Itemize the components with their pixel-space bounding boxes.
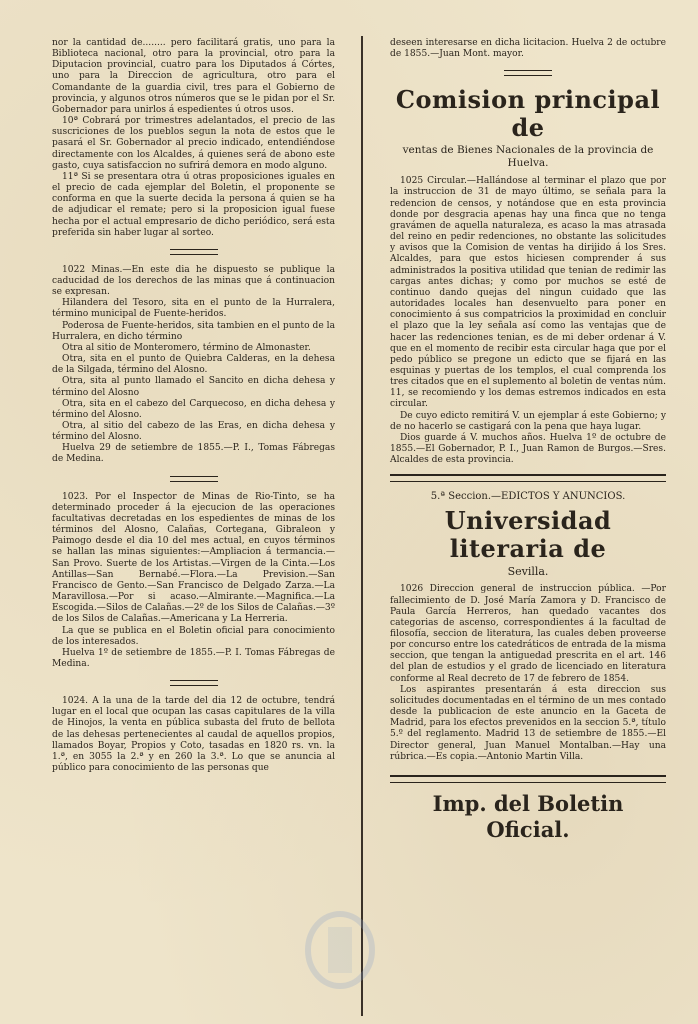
notice-1024-continuation: deseen interesarse en dicha licitacion. Huelva 2 de octubre de 1855.—Juan Mont. mayor.: [390, 38, 666, 60]
mine-item: Poderosa de Fuente-heridos, sita tambien en el punto de la Hurralera, en dicho término: [52, 320, 335, 342]
double-rule: [390, 775, 666, 783]
column-divider: [361, 36, 363, 1016]
printer-imprint: Imp. del Boletin Oficial.: [432, 790, 624, 842]
commission-subheading: ventas de Bienes Nacionales de la provincia de Huelva.: [402, 144, 654, 170]
paragraph-continuation: nor la cantidad de........ pero facilitará gratis, uno para la Biblioteca nacional, otro para la provincial, otro para la Diputacion provincial, cuatro para los Diputados á Córtes, uno para la Direccion de agricultura, otro para el Comandante de la guardia civil, tres para el Gobierno de provincia, y algunos otros números que se le pidan por el Sr. Gobernador para unirlos á espedientes ú otros usos.: [52, 38, 335, 115]
mine-item: Otra, sita en el cabezo del Carquecoso, en dicha dehesa y término del Alosno.: [52, 398, 335, 420]
notice-1025: 1025 Circular.—Hallándose al terminar el plazo que por la instruccion de 31 de mayo último, se señala para la redencion de censos, y notándose que en esta provincia donde por desgracia apenas hay una finca que no tenga gravámen de aquella naturaleza, es acaso la mas atrasada del reino en pedir redenciones, no obstante las solicitudes y avisos que la Comision de ventas ha dirijido á los Sres. Alcaldes, para que estos hiciesen comprender á sus administrados la positiva utilidad que tenian de redimir las cargas antes dichas; y como por muchos se esté de continuo dando quejas del ningun cuidado que las autoridades locales han desenvuelto para poner en conocimiento á sus compatricios la proximidad en concluir el plazo que la ley señala así como las ventajas que de hacer las redenciones tenian, es de mi deber ordenar á V. que en el momento de recibir esta circular haga que por el pedo público se pregone un edicto que se fijará en las esquinas y puertas de los templos, el cual comprenda los tres citados que en el suplemento al boletin de ventas núm. 11, se recomiendo y los demas estremos indicados en esta circular.: [390, 176, 666, 410]
clause-10: 10ª Cobrará por trimestres adelantados, el precio de las suscriciones de los pueblos segun la nota de estos que le pasará el Sr. Gobernador al precio indicado, entendiéndose directamente con los Alcaldes, á quienes será de abono este gasto, cuya satisfaccion no sufrirá demora en modo alguno.: [52, 116, 335, 171]
notice-1025-signature: Dios guarde á V. muchos años. Huelva 1º de octubre de 1855.—El Gobernador, P. I., Juan Ramon de Burgos.—Sres. Alcaldes de esta provincia.: [390, 432, 666, 466]
separator-rule: [170, 680, 218, 686]
notice-1022-intro: 1022 Minas.—En este dia he dispuesto se publique la caducidad de los derechos de las minas que á continuacion se expresan.: [52, 264, 335, 298]
commission-heading: Comision principal de: [395, 85, 661, 143]
section-title: 5.ª Seccion.—EDICTOS Y ANUNCIOS.: [430, 491, 626, 503]
notice-1023-signature: Huelva 1º de setiembre de 1855.—P. I. Tomas Fábregas de Medina.: [52, 647, 335, 669]
double-rule: [390, 474, 666, 482]
mine-item: Hilandera del Tesoro, sita en el punto de la Hurralera, término municipal de Fuente-heridos.: [52, 298, 335, 320]
notice-1022-signature: Huelva 29 de setiembre de 1855.—P. I., Tomas Fábregas de Medina.: [52, 443, 335, 465]
separator-rule: [504, 70, 552, 76]
mine-item: Otra al sitio de Monteromero, término de Almonaster.: [62, 342, 311, 353]
right-column: [390, 38, 666, 843]
notice-1023-publication: La que se publica en el Boletin oficial para conocimiento de los interesados.: [52, 625, 335, 647]
notice-1023: 1023. Por el Inspector de Minas de Rio-Tinto, se ha determinado proceder á la ejecucion de las operaciones facultativas decretadas en los espedientes de minas de los términos del Alosno, Calañas, Cortegana, Gibraleon y Paimogo desde el dia 10 del mes actual, en cuyos términos se hallan las minas siguientes:—Ampliacion á termancia.—San Provo. Suerte de los Artistas.—Virgen de la Cinta.—Los Antillas—San Bernabé.—Flora.—La Prevision.—San Francisco de Gento.—San Francisco de Delgado Zarza.—La Maravillosa.—Por si acaso.—Almirante.—Magnifica.—La Escogida.—Silos de Calañas.—2º de los Silos de Calañas.—3º de los Silos de Calañas.—Americana y La Herreria.: [52, 491, 335, 625]
mine-item: Otra, sita al punto llamado el Sancito en dicha dehesa y término del Alosno: [52, 376, 335, 398]
notice-1026-applicants: Los aspirantes presentarán á esta direccion sus solicitudes documentadas en el término de un mes contado desde la publicacion de este anuncio en la Gaceta de Madrid, para los efectos prevenidos en la seccion 5.ª, título 5.º del reglamento. Madrid 13 de setiembre de 1855.—El Director general, Juan Manuel Montalban.—Hay una rúbrica.—Es copia.—Antonio Martin Villa.: [390, 684, 666, 762]
notice-1026: 1026 Direccion general de instruccion pública. —Por fallecimiento de D. José María Zamora y D. Francisco de Paula García Herreros, han quedado vacantes dos categorias de ascenso, correspondientes á la facultad de filosofía, seccion de literatura, las cuales deben proveerse por concurso entre los catedráticos de entrada de la misma seccion, que tengan la antiguedad prescrita en el art. 146 del plan de estudios y el grado de licenciado en literatura conforme al Real decreto de 17 de febrero de 1854.: [390, 584, 666, 684]
left-column: [52, 38, 335, 774]
university-city: Sevilla.: [507, 565, 549, 579]
mine-item: Otra, al sitio del cabezo de las Eras, en dicha dehesa y término del Alosno.: [52, 421, 335, 443]
mine-item: Otra, sita en el punto de Quiebra Calderas, en la dehesa de la Silgada, término del Alosno.: [52, 354, 335, 376]
separator-rule: [170, 476, 218, 482]
university-heading: Universidad literaria de: [444, 506, 612, 564]
separator-rule: [170, 249, 218, 255]
notice-1025-edict: De cuyo edicto remitirá V. un ejemplar á este Gobierno; y de no hacerlo se castigará con la pena que haya lugar.: [390, 410, 666, 432]
notice-1024: 1024. A la una de la tarde del dia 12 de octubre, tendrá lugar en el local que ocupan las casas capitulares de la villa de Hinojos, la venta en pública subasta del fruto de bellota de las dehesas pertenecientes al caudal de aquellos propios, llamados Boyar, Propios y Coto, tasadas en 1820 rs. vn. la 1.ª, en 3055 la 2.ª y en 260 la 3.ª. Lo que se anuncia al público para conocimiento de las personas que: [52, 696, 335, 774]
clause-11: 11ª Si se presentara otra ú otras proposiciones iguales en el precio de cada ejemplar del Boletin, el proponente se conforma en que la suerte decida la persona á quien se ha de adjudicar el remate; pero si la proposicion igual fuese hecha por el actual empresario de dicho periódico, será esta preferida sin haber lugar al sorteo.: [52, 171, 335, 238]
archive-watermark-icon: [300, 905, 660, 995]
